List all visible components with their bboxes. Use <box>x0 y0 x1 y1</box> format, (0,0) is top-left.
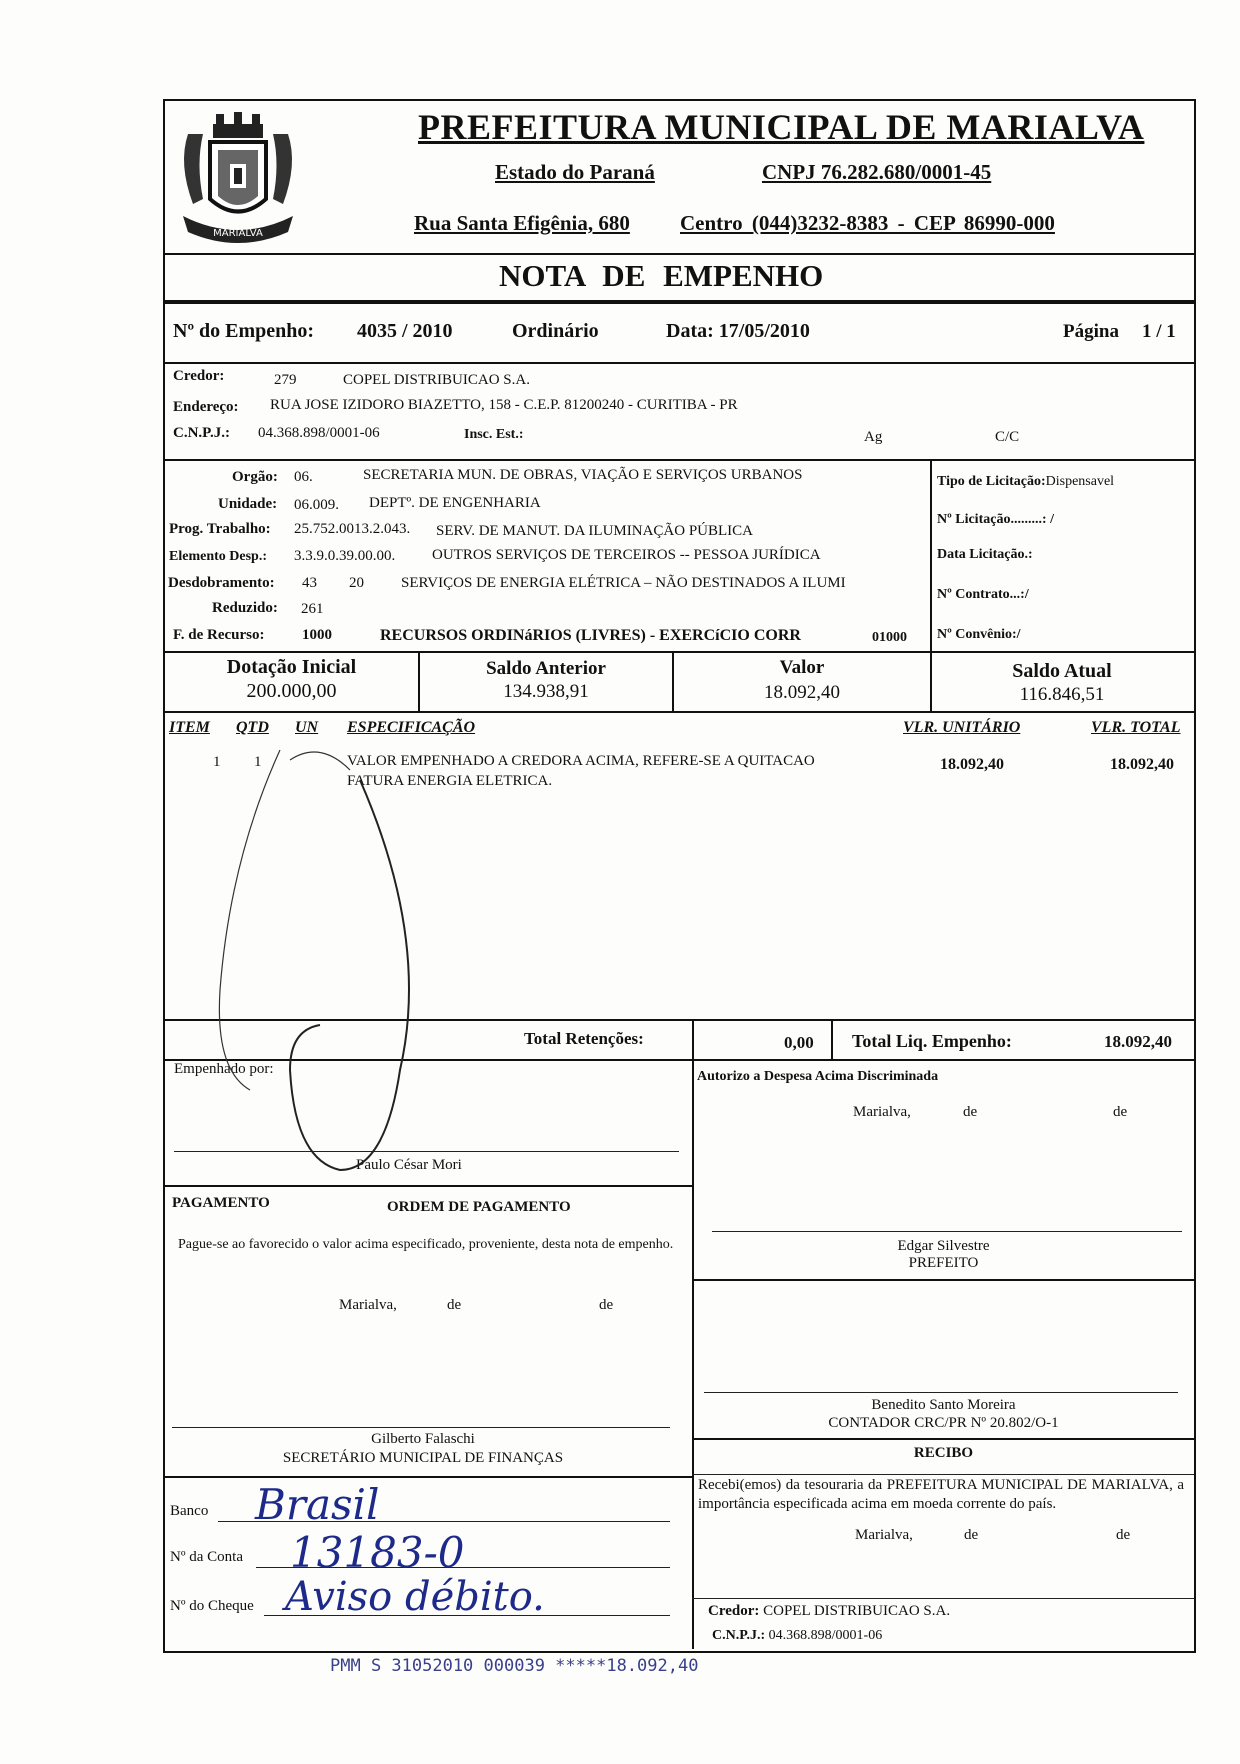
initial-allocation-value: 200.000,00 <box>246 680 337 702</box>
committed-by-name: Paulo César Mori <box>356 1157 462 1173</box>
bidding-type-value: Dispensavel <box>1045 474 1115 489</box>
header-contact: Centro (044)3232-8383 - CEP 86990-000 <box>680 211 1055 235</box>
authorization-de-1: de <box>963 1104 978 1120</box>
bidding-date: Data Licitação.: <box>937 547 1033 562</box>
agreement-number: Nº Convênio:/ <box>937 627 1021 642</box>
creditor-code: 279 <box>274 372 297 388</box>
mechanical-stamp: PMM S 31052010 000039 *****18.092,40 <box>330 1656 699 1676</box>
payment-de-2: de <box>599 1297 614 1313</box>
bank-handwritten: Brasil <box>255 1480 380 1529</box>
address-label: Endereço: <box>173 399 239 415</box>
previous-balance-label: Saldo Anterior <box>486 658 606 679</box>
payment-de-1: de <box>447 1297 462 1313</box>
page-label: Página <box>1063 321 1119 342</box>
accountant-name: Benedito Santo Moreira <box>871 1397 1016 1413</box>
empenho-number: 4035 / 2010 <box>357 320 453 342</box>
breakdown-code-2: 20 <box>349 575 364 591</box>
municipal-crest-icon <box>168 104 308 254</box>
col-unit-header: UN <box>295 719 319 736</box>
finance-secretary-name: Gilberto Falaschi <box>371 1431 475 1447</box>
empenho-type: Ordinário <box>512 320 599 342</box>
accountant-title: CONTADOR CRC/PR Nº 20.802/O-1 <box>828 1415 1059 1431</box>
organ-code: 06. <box>294 469 313 485</box>
account-label: C/C <box>995 429 1020 445</box>
creditor-label: Credor: <box>173 368 225 384</box>
receipt-cnpj: 04.368.898/0001-06 <box>768 1628 883 1643</box>
program-name: SERV. DE MANUT. DA ILUMINAÇÃO PÚBLICA <box>436 523 754 539</box>
program-label: Prog. Trabalho: <box>169 521 271 537</box>
organ-name: SECRETARIA MUN. DE OBRAS, VIAÇÃO E SERVIÇOS URBANOS <box>363 467 803 483</box>
state-registration-label: Insc. Est.: <box>464 427 524 442</box>
creditor-name: COPEL DISTRIBUICAO S.A. <box>343 372 530 388</box>
reduced-code: 261 <box>301 601 324 617</box>
mayor-name: Edgar Silvestre <box>897 1238 990 1254</box>
receipt-creditor-name: COPEL DISTRIBUICAO S.A. <box>763 1603 951 1619</box>
net-commitment-label: Total Liq. Empenho: <box>852 1031 1012 1051</box>
empenho-number-label: Nº do Empenho: <box>173 320 315 342</box>
bank-label: Banco <box>170 1503 209 1519</box>
bidding-number: Nº Licitação.........: / <box>937 512 1054 527</box>
bidding-type-label: Tipo de Licitação: <box>937 474 1046 489</box>
withholdings-label: Total Retenções: <box>524 1029 644 1048</box>
col-unit-price-header: VLR. UNITÁRIO <box>903 719 1021 736</box>
authorization-de-2: de <box>1113 1104 1128 1120</box>
unit-name: DEPTº. DE ENGENHARIA <box>369 495 541 511</box>
receipt-label: RECIBO <box>913 1445 974 1461</box>
check-number-handwritten: Aviso débito. <box>285 1574 545 1620</box>
element-code: 3.3.9.0.39.00.00. <box>294 548 396 564</box>
item-row-qty: 1 <box>254 754 262 770</box>
receipt-cnpj-label: C.N.P.J.: <box>712 1628 766 1643</box>
header-address: Rua Santa Efigênia, 680 <box>414 211 630 235</box>
receipt-creditor-label: Credor: <box>708 1603 760 1619</box>
item-row-unit-price: 18.092,40 <box>940 756 1004 773</box>
net-commitment-value: 18.092,40 <box>1104 1032 1172 1051</box>
empenho-date: Data: 17/05/2010 <box>666 320 810 342</box>
amount-value: 18.092,40 <box>764 682 840 703</box>
creditor-cnpj: 04.368.898/0001-06 <box>258 425 380 441</box>
breakdown-code-1: 43 <box>302 575 317 591</box>
crest-ribbon-text: MARIALVA <box>213 228 263 239</box>
previous-balance-value: 134.938,91 <box>503 681 589 702</box>
page-title: PREFEITURA MUNICIPAL DE MARIALVA <box>418 107 1145 147</box>
program-code: 25.752.0013.2.043. <box>294 521 411 537</box>
current-balance-value: 116.846,51 <box>1019 684 1105 705</box>
resource-code-2: 01000 <box>872 630 907 645</box>
payment-order-text: Pague-se ao favorecido o valor acima especificado, proveniente, desta nota de empenho. <box>178 1237 674 1252</box>
payment-label: PAGAMENTO <box>172 1195 270 1211</box>
breakdown-name: SERVIÇOS DE ENERGIA ELÉTRICA – NÃO DESTINADOS A ILUMI <box>401 575 846 591</box>
organ-label: Orgão: <box>232 469 278 485</box>
resource-code: 1000 <box>302 627 332 643</box>
col-total-header: VLR. TOTAL <box>1091 719 1181 736</box>
item-row-spec-line2: FATURA ENERGIA ELETRICA. <box>347 773 553 789</box>
creditor-address: RUA JOSE IZIDORO BIAZETTO, 158 - C.E.P. 81200240 - CURITIBA - PR <box>270 397 738 413</box>
item-row-number: 1 <box>213 754 221 770</box>
mayor-title: PREFEITO <box>908 1255 979 1271</box>
resource-label: F. de Recurso: <box>173 627 265 643</box>
resource-name: RECURSOS ORDINáRIOS (LIVRES) - EXERCíCIO CORR <box>380 627 801 644</box>
col-item-header: ITEM <box>169 719 210 736</box>
amount-label: Valor <box>779 657 825 678</box>
element-name: OUTROS SERVIÇOS DE TERCEIROS -- PESSOA JURÍDICA <box>432 547 821 563</box>
initial-allocation-label: Dotação Inicial <box>226 656 357 678</box>
col-spec-header: ESPECIFICAÇÃO <box>347 719 476 736</box>
finance-secretary-title: SECRETÁRIO MUNICIPAL DE FINANÇAS <box>282 1450 564 1466</box>
element-label: Elemento Desp.: <box>169 549 267 564</box>
receipt-de-2: de <box>1116 1527 1131 1543</box>
current-balance-label: Saldo Atual <box>1012 660 1112 682</box>
account-number-handwritten: 13183-0 <box>290 1528 465 1577</box>
payment-order-label: ORDEM DE PAGAMENTO <box>387 1199 571 1215</box>
agency-label: Ag <box>864 429 883 445</box>
page-number: 1 / 1 <box>1142 321 1176 342</box>
reduced-label: Reduzido: <box>212 600 278 616</box>
withholdings-value: 0,00 <box>784 1033 814 1052</box>
receipt-place: Marialva, <box>855 1527 913 1543</box>
item-row-spec-line1: VALOR EMPENHADO A CREDORA ACIMA, REFERE-SE A QUITACAO <box>347 753 815 769</box>
committed-by-label: Empenhado por: <box>174 1061 274 1077</box>
receipt-text: Recebi(emos) da tesouraria da PREFEITURA MUNICIPAL DE MARIALVA, a importância especificada acima em moeda corrente do país. <box>698 1477 1184 1512</box>
state-label: Estado do Paraná <box>495 160 655 184</box>
contract-number: Nº Contrato...:/ <box>937 587 1029 602</box>
breakdown-label: Desdobramento: <box>168 575 275 591</box>
check-number-label: Nº do Cheque <box>170 1598 254 1614</box>
authorization-place: Marialva, <box>853 1104 911 1120</box>
header-cnpj: CNPJ 76.282.680/0001-45 <box>762 160 992 184</box>
document-type-title: NOTA DE EMPENHO <box>499 258 824 293</box>
unit-code: 06.009. <box>294 497 339 513</box>
account-number-label: Nº da Conta <box>170 1549 243 1565</box>
col-qty-header: QTD <box>236 719 269 736</box>
signature-scribble <box>190 740 450 1180</box>
item-row-total: 18.092,40 <box>1110 756 1174 773</box>
authorization-label: Autorizo a Despesa Acima Discriminada <box>697 1069 939 1084</box>
cnpj-label: C.N.P.J.: <box>173 425 230 441</box>
receipt-de-1: de <box>964 1527 979 1543</box>
unit-label: Unidade: <box>218 496 278 512</box>
payment-place: Marialva, <box>339 1297 397 1313</box>
